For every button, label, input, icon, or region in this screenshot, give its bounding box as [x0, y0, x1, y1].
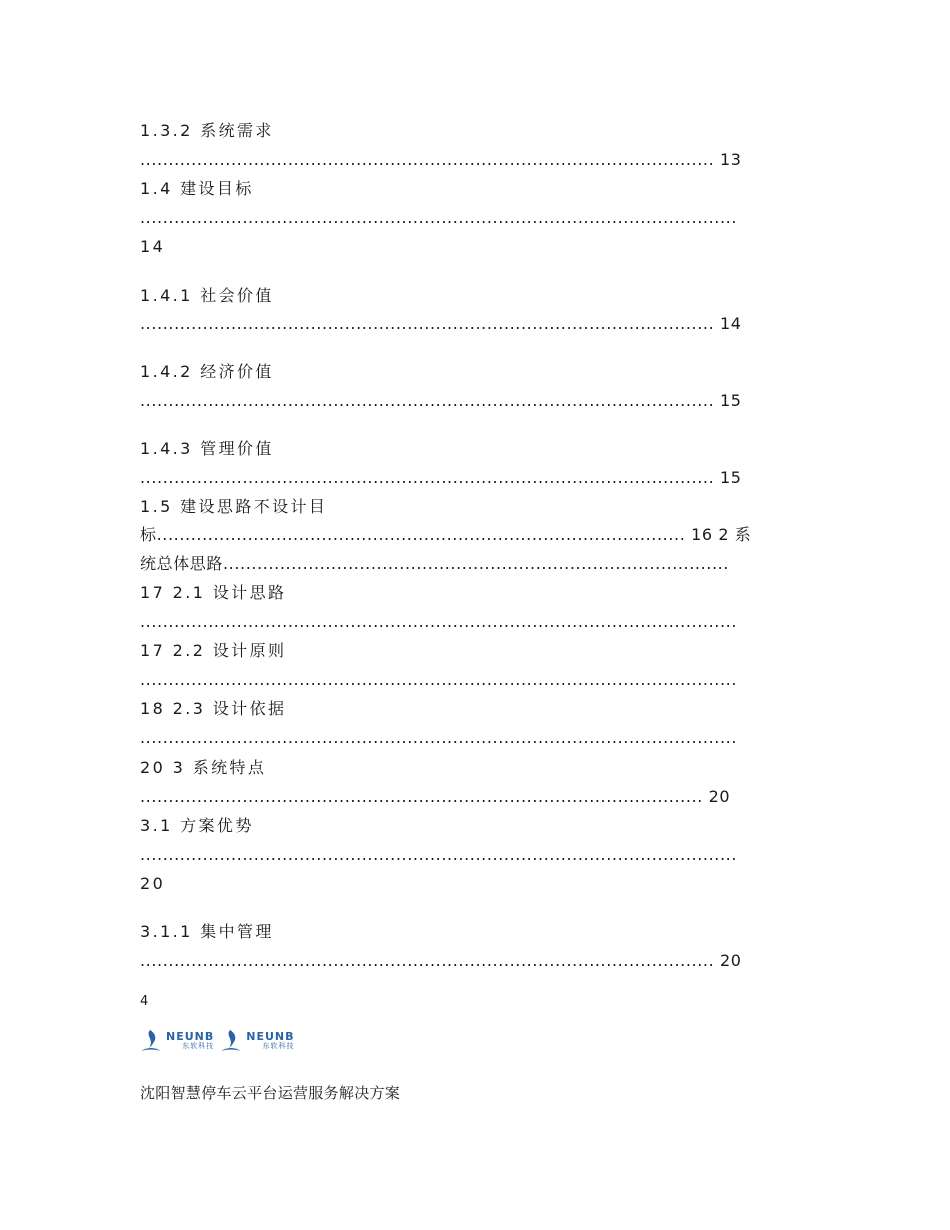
toc-leader: 统总体思路......................................................................................... [140, 554, 730, 573]
toc-leader: ..................................................................................................... 15 [140, 468, 742, 487]
toc-leader: ..................................................................................................... 13 [140, 150, 742, 169]
toc-entry-title: 17 2.2 设计原则 [140, 641, 287, 660]
toc-entry-title: 1.4.3 管理价值 [140, 439, 274, 458]
toc-page-number: 20 [140, 874, 166, 893]
toc-entry-title: 17 2.1 设计思路 [140, 583, 287, 602]
document-footer-title: 沈阳智慧停车云平台运营服务解决方案 [140, 1084, 401, 1102]
toc-entry-title: 3.1 方案优势 [140, 816, 254, 835]
flame-logo-icon [220, 1028, 242, 1054]
toc-entry-title: 1.3.2 系统需求 [140, 121, 274, 140]
toc-leader: ......................................................................................................... [140, 208, 738, 227]
logo-name: NEUNB [246, 1030, 295, 1043]
toc-leader: ................................................................................................... 20 [140, 787, 731, 806]
toc-leader: 标............................................................................................. 16 2 系 [140, 525, 752, 544]
toc-leader: ..................................................................................................... 14 [140, 314, 742, 333]
toc-entry-title: 3.1.1 集中管理 [140, 922, 274, 941]
logo-bar [140, 1028, 295, 1054]
toc-entry-title: 1.4 建设目标 [140, 179, 254, 198]
toc-leader: ......................................................................................................... [140, 670, 738, 689]
logo-subtitle: 东软科技 [182, 1042, 215, 1050]
toc-entry-title: 20 3 系统特点 [140, 758, 267, 777]
logo-name: NEUNB [166, 1030, 215, 1043]
toc-leader: ..................................................................................................... 20 [140, 951, 742, 970]
toc-entry-title: 1.4.2 经济价值 [140, 362, 274, 381]
toc-leader: ......................................................................................................... [140, 728, 738, 747]
flame-logo-icon [140, 1028, 162, 1054]
company-logo [220, 1028, 294, 1054]
logo-subtitle: 东软科技 [262, 1042, 295, 1050]
toc-leader: ..................................................................................................... 15 [140, 391, 742, 410]
toc-entry-title: 1.5 建设思路不设计目 [140, 497, 328, 516]
toc-page-number: 14 [140, 237, 166, 256]
toc-leader: ......................................................................................................... [140, 845, 738, 864]
company-logo [140, 1028, 214, 1054]
toc-entry-title: 1.4.1 社会价值 [140, 286, 274, 305]
toc-entry-title: 18 2.3 设计依据 [140, 699, 287, 718]
toc-leader: ......................................................................................................... [140, 612, 738, 631]
page-number: 4 [140, 994, 149, 1009]
